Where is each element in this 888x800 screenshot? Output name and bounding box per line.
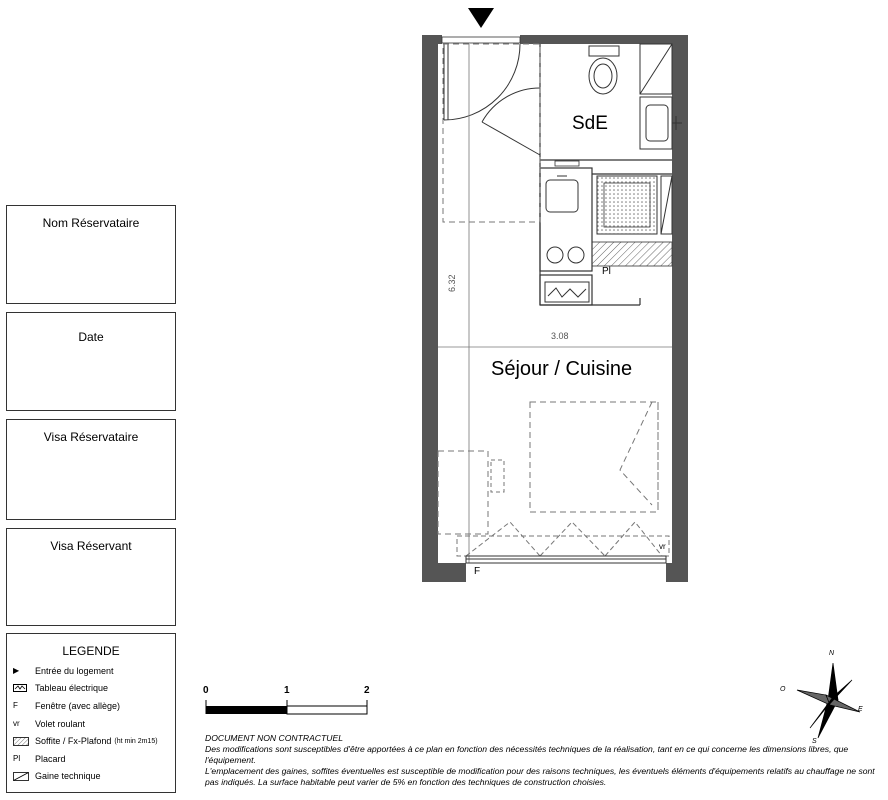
compass-west: O bbox=[780, 686, 786, 693]
dimension-lines bbox=[438, 44, 672, 563]
legend-title: LEGENDE bbox=[62, 644, 120, 658]
outer-walls bbox=[422, 35, 688, 582]
visa-reservataire-label: Visa Réservataire bbox=[43, 430, 139, 444]
gaine-technique-icon bbox=[640, 44, 672, 94]
chair-icon bbox=[491, 460, 504, 492]
entry-dashed-zone bbox=[443, 44, 540, 222]
entrance-arrow-icon bbox=[468, 8, 494, 28]
scale-bar bbox=[206, 700, 367, 714]
window-sashes bbox=[457, 522, 669, 556]
placard-label: Pl bbox=[602, 266, 611, 277]
room-label-sejour: Séjour / Cuisine bbox=[491, 358, 633, 380]
legend-item-entree: ▶ Entrée du logement bbox=[13, 665, 114, 676]
window-frame bbox=[466, 556, 666, 563]
compass-north: N bbox=[829, 650, 835, 657]
volet-label: vr bbox=[659, 542, 666, 551]
compass-east: E bbox=[858, 706, 863, 713]
sink-icon bbox=[546, 176, 578, 212]
tableau-electrique-icon bbox=[545, 282, 589, 302]
shower-icon bbox=[597, 176, 657, 234]
volet-symbol: vr bbox=[13, 719, 20, 729]
scale-label-0: 0 bbox=[203, 685, 209, 696]
nom-reservataire-label: Nom Réservataire bbox=[42, 216, 140, 230]
table-icon bbox=[438, 451, 488, 534]
placard-symbol: Pl bbox=[13, 754, 21, 764]
entrance-arrow-icon: ▶ bbox=[13, 666, 20, 676]
legend-item-volet: vr Volet roulant bbox=[13, 718, 86, 729]
legend-item-fenetre: F Fenêtre (avec allège) bbox=[13, 700, 121, 711]
compass-rose-icon bbox=[797, 663, 860, 738]
bed-icon bbox=[530, 402, 658, 512]
scale-label-2: 2 bbox=[364, 685, 370, 696]
soffite-hatch-icon bbox=[592, 242, 672, 266]
legend-item-tableau: Tableau électrique bbox=[7, 680, 175, 698]
window-label: F bbox=[474, 566, 481, 577]
disclaimer bbox=[205, 733, 885, 788]
legend-item-placard: Pl Placard bbox=[13, 753, 66, 764]
fenetre-symbol: F bbox=[13, 701, 18, 711]
sde-door bbox=[482, 88, 540, 155]
entry-door bbox=[444, 44, 520, 120]
visa-reservant-label: Visa Réservant bbox=[50, 539, 132, 553]
room-label-sde: SdE bbox=[572, 113, 608, 134]
disclaimer-line-1: Des modifications sont susceptibles d'être apportées à ce plan en fonction des nécessités techniques de la réalisation, tant en ce qui concerne les dimensions libres, que l'équipement. bbox=[205, 744, 849, 765]
dimension-width: 3.08 bbox=[551, 331, 569, 341]
disclaimer-title: DOCUMENT NON CONTRACTUEL bbox=[205, 733, 343, 743]
legend-item-gaine: Gaine technique bbox=[7, 768, 175, 786]
toilet-icon bbox=[589, 46, 619, 94]
compass-south: S bbox=[812, 738, 817, 745]
cooktop-icon bbox=[547, 247, 584, 263]
date-label: Date bbox=[78, 330, 104, 344]
scale-label-1: 1 bbox=[284, 685, 290, 696]
dimension-length: 6.32 bbox=[447, 274, 457, 292]
legend-item-soffite: Soffite / Fx-Plafond (ht min 2m15) bbox=[7, 732, 175, 750]
disclaimer-line-2: L'emplacement des gaines, soffites éventuelles est susceptible de modification pour des raisons techniques, les éventuels éléments d'équipements relatifs au chauffage ne sont pas indiqués. La surface habitable peut varier de 5% en fonction des techniques de construction choisies. bbox=[205, 766, 875, 787]
